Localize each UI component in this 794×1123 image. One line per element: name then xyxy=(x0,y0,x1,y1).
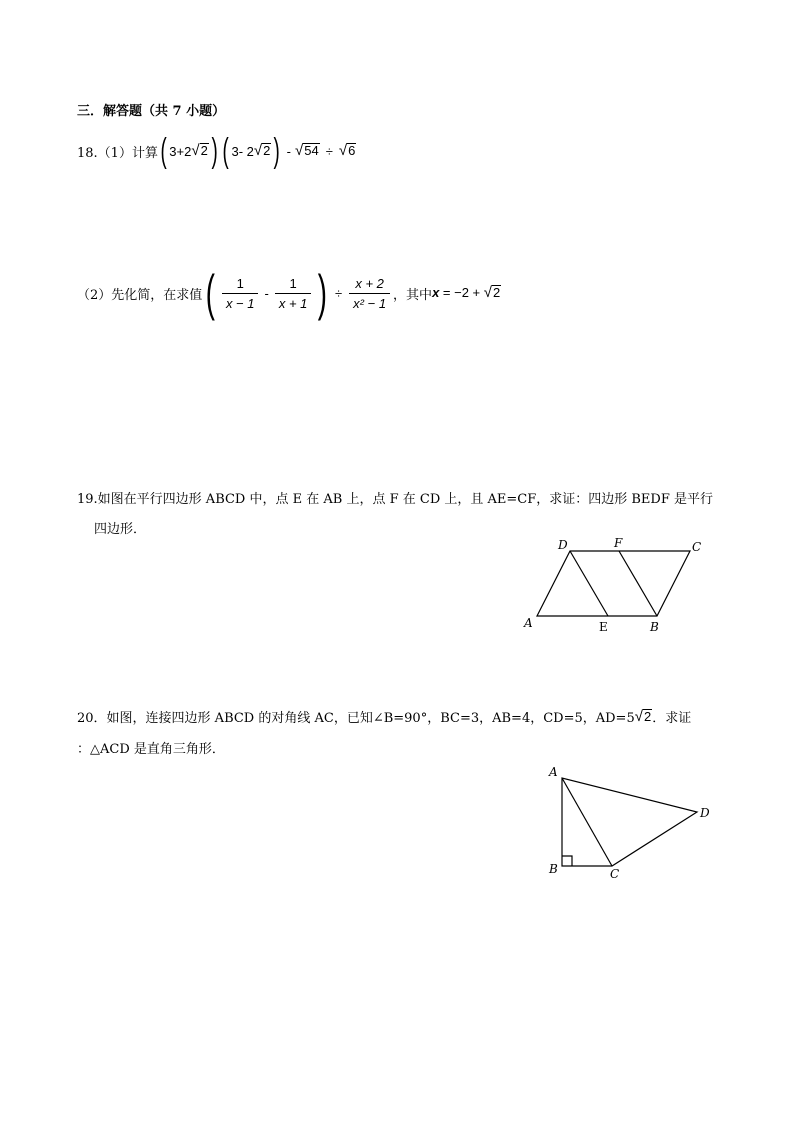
minus-sign: - xyxy=(286,143,292,159)
diagonal-ac xyxy=(562,778,612,866)
segment-fb xyxy=(619,551,657,616)
q18-part2-expression: ( $\frac{1}{x - 1}$ - $\frac{1}{x + 1}$ ) ÷ $\frac{x + 2}{\text{x² − 1}}$ xyxy=(202,268,393,318)
fraction-3: $\frac{x + 2}{\text{x² − 1}}$ xyxy=(349,276,390,311)
parallelogram-abcd xyxy=(537,551,690,616)
sqrt-2-d: √ 2 xyxy=(634,707,652,725)
label-f: F xyxy=(614,536,623,550)
quadrilateral-diagram xyxy=(540,760,730,885)
label-c: C xyxy=(692,540,702,554)
q18-part2-prefix: （2）先化简，在求值 xyxy=(77,287,203,303)
right-angle-mark xyxy=(562,856,572,866)
divide-sign-2: ÷ xyxy=(335,285,343,301)
q18-part2 xyxy=(77,265,501,321)
label-d: D xyxy=(700,806,710,820)
fraction-2: $\frac{1}{x + 1}$ xyxy=(275,276,312,311)
segment-de xyxy=(570,551,608,616)
term2-a: 3- 2 xyxy=(231,143,254,159)
q19-line2: 四边形． xyxy=(94,522,147,537)
q19-line1: 19.如图在平行四边形 ABCD 中，点 E 在 AB 上，点 F 在 CD 上，且 AE=CF，求证：四边形 BEDF 是平行 xyxy=(77,492,713,507)
label-a: A xyxy=(549,765,558,779)
q20-line1: 20．如图，连接四边形 ABCD 的对角线 AC，已知∠B=90°，BC=3，AB=4，CD=5，AD=5 √ 2 ．求证 xyxy=(77,707,692,726)
quadrilateral-abcd xyxy=(562,778,697,866)
q20-line2: ：△ACD 是直角三角形． xyxy=(77,742,225,757)
divide-sign: ÷ xyxy=(325,143,333,159)
subtract-sign: - xyxy=(264,285,269,301)
term1-a: 3+2 xyxy=(169,143,192,159)
label-e: E xyxy=(599,620,608,634)
sqrt-2-c: √ 2 xyxy=(483,284,501,302)
q18-part1-prefix: 18.（1）计算 xyxy=(77,145,158,161)
x-variable: x xyxy=(432,285,440,301)
label-c: C xyxy=(610,867,620,881)
x-value-expression xyxy=(432,285,501,300)
fraction-1: $\frac{1}{x - 1}$ xyxy=(222,276,259,311)
section-title: 三．解答题（共 7 小题） xyxy=(77,104,226,119)
equals-value: = −2 + xyxy=(439,285,484,301)
parallelogram-diagram xyxy=(520,535,710,635)
sqrt-6: √ 6 xyxy=(338,142,356,160)
label-d: D xyxy=(558,538,568,552)
where-text: ，其中 xyxy=(393,287,433,303)
q18-part1 xyxy=(77,134,356,168)
label-b: B xyxy=(549,862,558,876)
sqrt-54: √ 54 xyxy=(295,142,319,160)
label-a: A xyxy=(524,616,533,630)
label-b: B xyxy=(650,620,659,634)
sqrt-2-a: √ 2 xyxy=(191,142,208,160)
sqrt-2-b: √ 2 xyxy=(253,142,271,160)
q18-part1-expression: ( 3+2 √ 2 ) ( 3- 2 √ 2 ) - √ 54 ÷ √ 6 xyxy=(160,132,356,170)
